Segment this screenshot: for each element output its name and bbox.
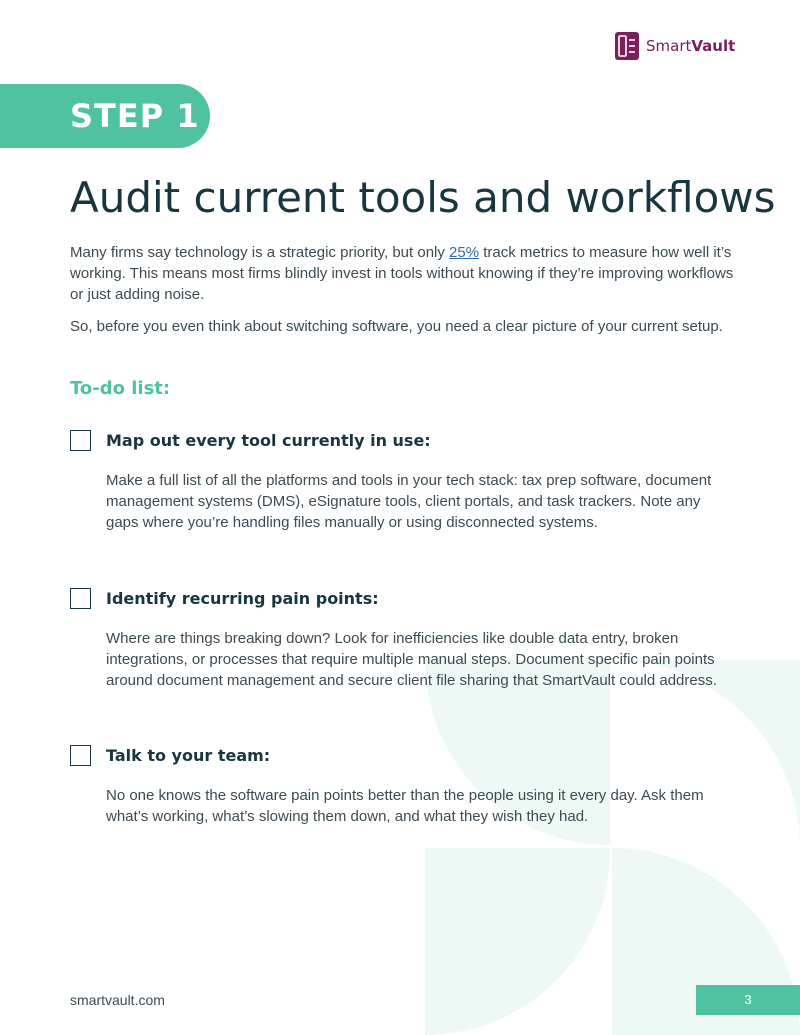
step-label: STEP 1 (70, 97, 200, 135)
statistic-link[interactable]: 25% (449, 244, 480, 261)
logo-wordmark: SmartVault (646, 37, 736, 55)
todo-item-description: Where are things breaking down? Look for inefficiencies like double data entry, broken integrations, or processes that require multiple manual steps. Document specific pain points around document management and secure client file sharing that SmartVault could address. (106, 630, 717, 689)
checkbox[interactable] (70, 430, 91, 451)
todo-item-title: Talk to your team: (106, 746, 271, 765)
page-number: 3 (696, 985, 800, 1015)
vault-logo-icon (614, 31, 640, 61)
intro-paragraph-2: So, before you even think about switching software, you need a clear picture of your current setup. (70, 318, 723, 335)
step-banner (0, 84, 210, 148)
todo-heading: To-do list: (70, 378, 171, 399)
todo-item-description: No one knows the software pain points better than the people using it every day. Ask them what’s working, what’s slowing them down, and what they wish they had. (106, 787, 704, 825)
todo-item-title: Identify recurring pain points: (106, 589, 379, 608)
footer-url-link[interactable]: smartvault.com (70, 992, 165, 1008)
todo-item-title: Map out every tool currently in use: (106, 431, 431, 450)
smartvault-logo (614, 31, 735, 61)
todo-item-description: Make a full list of all the platforms and tools in your tech stack: tax prep software, document management systems (DMS), eSignature tools, client portals, and task trackers. Note any gaps where you’re handling files manually or using disconnected systems. (106, 472, 712, 531)
checkbox[interactable] (70, 588, 91, 609)
checkbox[interactable] (70, 745, 91, 766)
page-title: Audit current tools and workflows (70, 173, 776, 222)
intro-paragraph-1: Many firms say technology is a strategic priority, but only 25% track metrics to measure how well it’s working. This means most firms blindly invest in tools without knowing if they’re improving workflows or just adding noise. (70, 244, 734, 303)
